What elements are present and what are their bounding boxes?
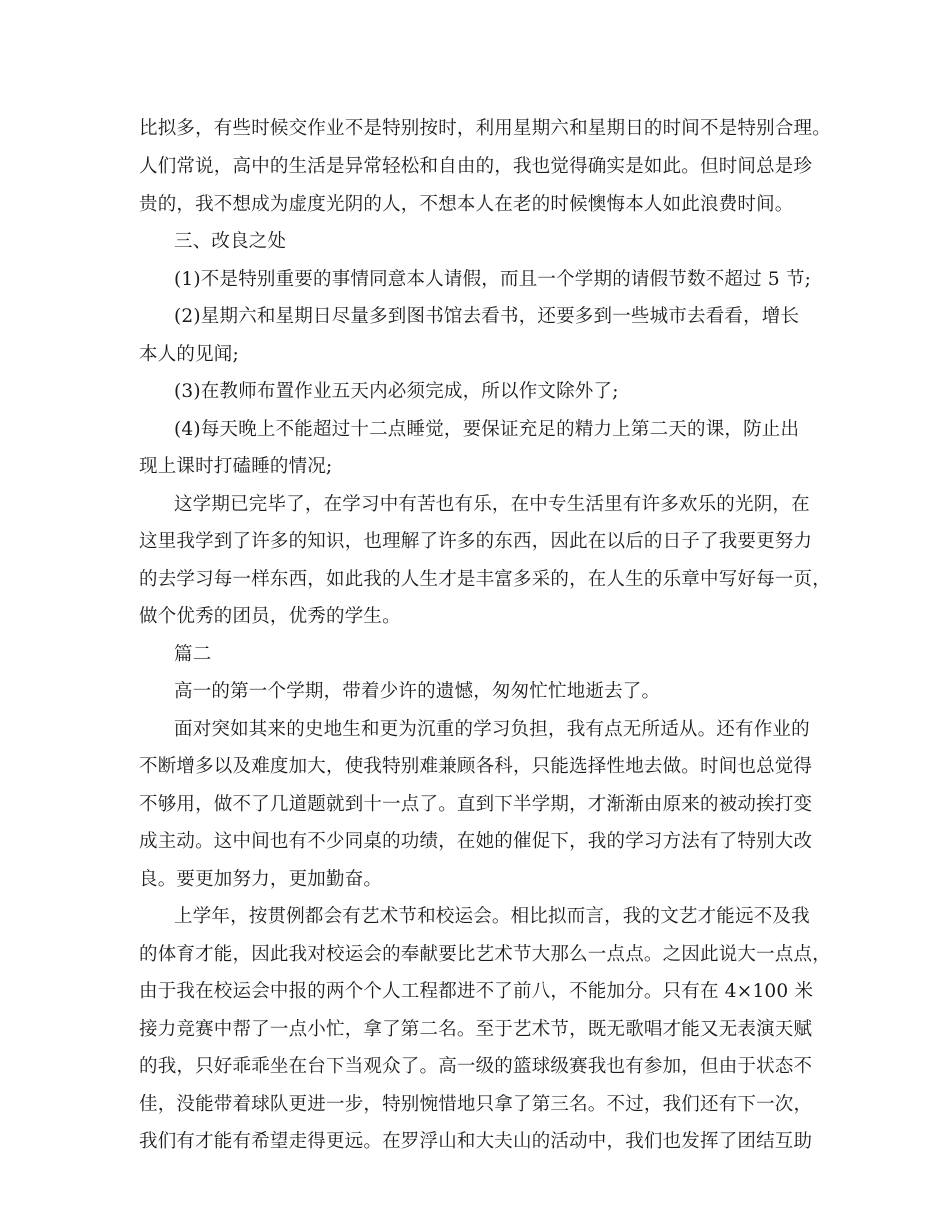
paragraph-start: 高一的第一个学期，带着少许的遗憾，匆匆忙忙地逝去了。: [174, 681, 661, 702]
text-line: 比拟多，有些时候交作业不是特别按时，利用星期六和星期日的时间不是特别合理。: [139, 118, 831, 139]
text-line: 人们常说，高中的生活是异常轻松和自由的，我也觉得确实是如此。但时间总是珍: [139, 156, 813, 177]
text-line: 良。要更加努力，更加勤奋。: [139, 869, 383, 890]
text-line: 的体育才能，因此我对校运会的奉献要比艺术节大那么一点点。之因此说大一点点，: [139, 944, 831, 965]
text-line: 不断增多以及难度加大，使我特别难兼顾各科，只能选择性地去做。时间也总觉得: [139, 756, 813, 777]
list-item: (1)不是特别重要的事情同意本人请假，而且一个学期的请假节数不超过 5 节;: [174, 269, 812, 290]
paragraph-start: 这学期已完毕了，在学习中有苦也有乐，在中专生活里有许多欢乐的光阴，在: [174, 494, 810, 515]
list-item: (3)在教师布置作业五天内必须完成，所以作文除外了;: [174, 381, 619, 402]
text-line: 成主动。这中间也有不少同桌的功绩，在她的催促下，我的学习方法有了特别大改: [139, 831, 813, 852]
text-line: 佳，没能带着球队更进一步，特别惋惜地只拿了第三名。不过，我们还有下一次，: [139, 1094, 813, 1115]
text-line: 由于我在校运会中报的两个个人工程都进不了前八，不能加分。只有在 4×100 米: [139, 981, 814, 1002]
text-line: 接力竞赛中帮了一点小忙，拿了第二名。至于艺术节，既无歌唱才能又无表演天赋: [139, 1019, 813, 1040]
text-line: 这里我学到了许多的知识，也理解了许多的东西，因此在以后的日子了我要更努力: [139, 531, 813, 552]
text-line: 我们有才能有希望走得更远。在罗浮山和大夫山的活动中，我们也发挥了团结互助: [139, 1131, 813, 1152]
list-item: (4)每天晚上不能超过十二点睡觉，要保证充足的精力上第二天的课，防止出: [174, 419, 800, 440]
text-line: 贵的，我不想成为虚度光阴的人，不想本人在老的时候懊悔本人如此浪费时间。: [139, 194, 794, 215]
text-line: 的我，只好乖乖坐在台下当观众了。高一级的篮球级赛我也有参加，但由于状态不: [139, 1056, 813, 1077]
paragraph-start: 面对突如其来的史地生和更为沉重的学习负担，我有点无所适从。还有作业的: [174, 719, 810, 740]
text-line: 做个优秀的团员，优秀的学生。: [139, 606, 401, 627]
text-line: 现上课时打磕睡的情况;: [139, 456, 333, 477]
list-item: (2)星期六和星期日尽量多到图书馆去看书，还要多到一些城市去看看，增长: [174, 306, 800, 327]
text-line: 本人的见闻;: [139, 344, 239, 365]
text-line: 不够用，做不了几道题就到十一点了。直到下半学期，才渐渐由原来的被动挨打变: [139, 794, 813, 815]
paragraph-start: 上学年，按贯例都会有艺术节和校运会。相比拟而言，我的文艺才能远不及我: [174, 906, 810, 927]
section-heading: 三、改良之处: [174, 231, 287, 252]
text-line: 的去学习每一样东西，如此我的人生才是丰富多采的，在人生的乐章中写好每一页，: [139, 569, 831, 590]
section-heading: 篇二: [174, 644, 212, 665]
